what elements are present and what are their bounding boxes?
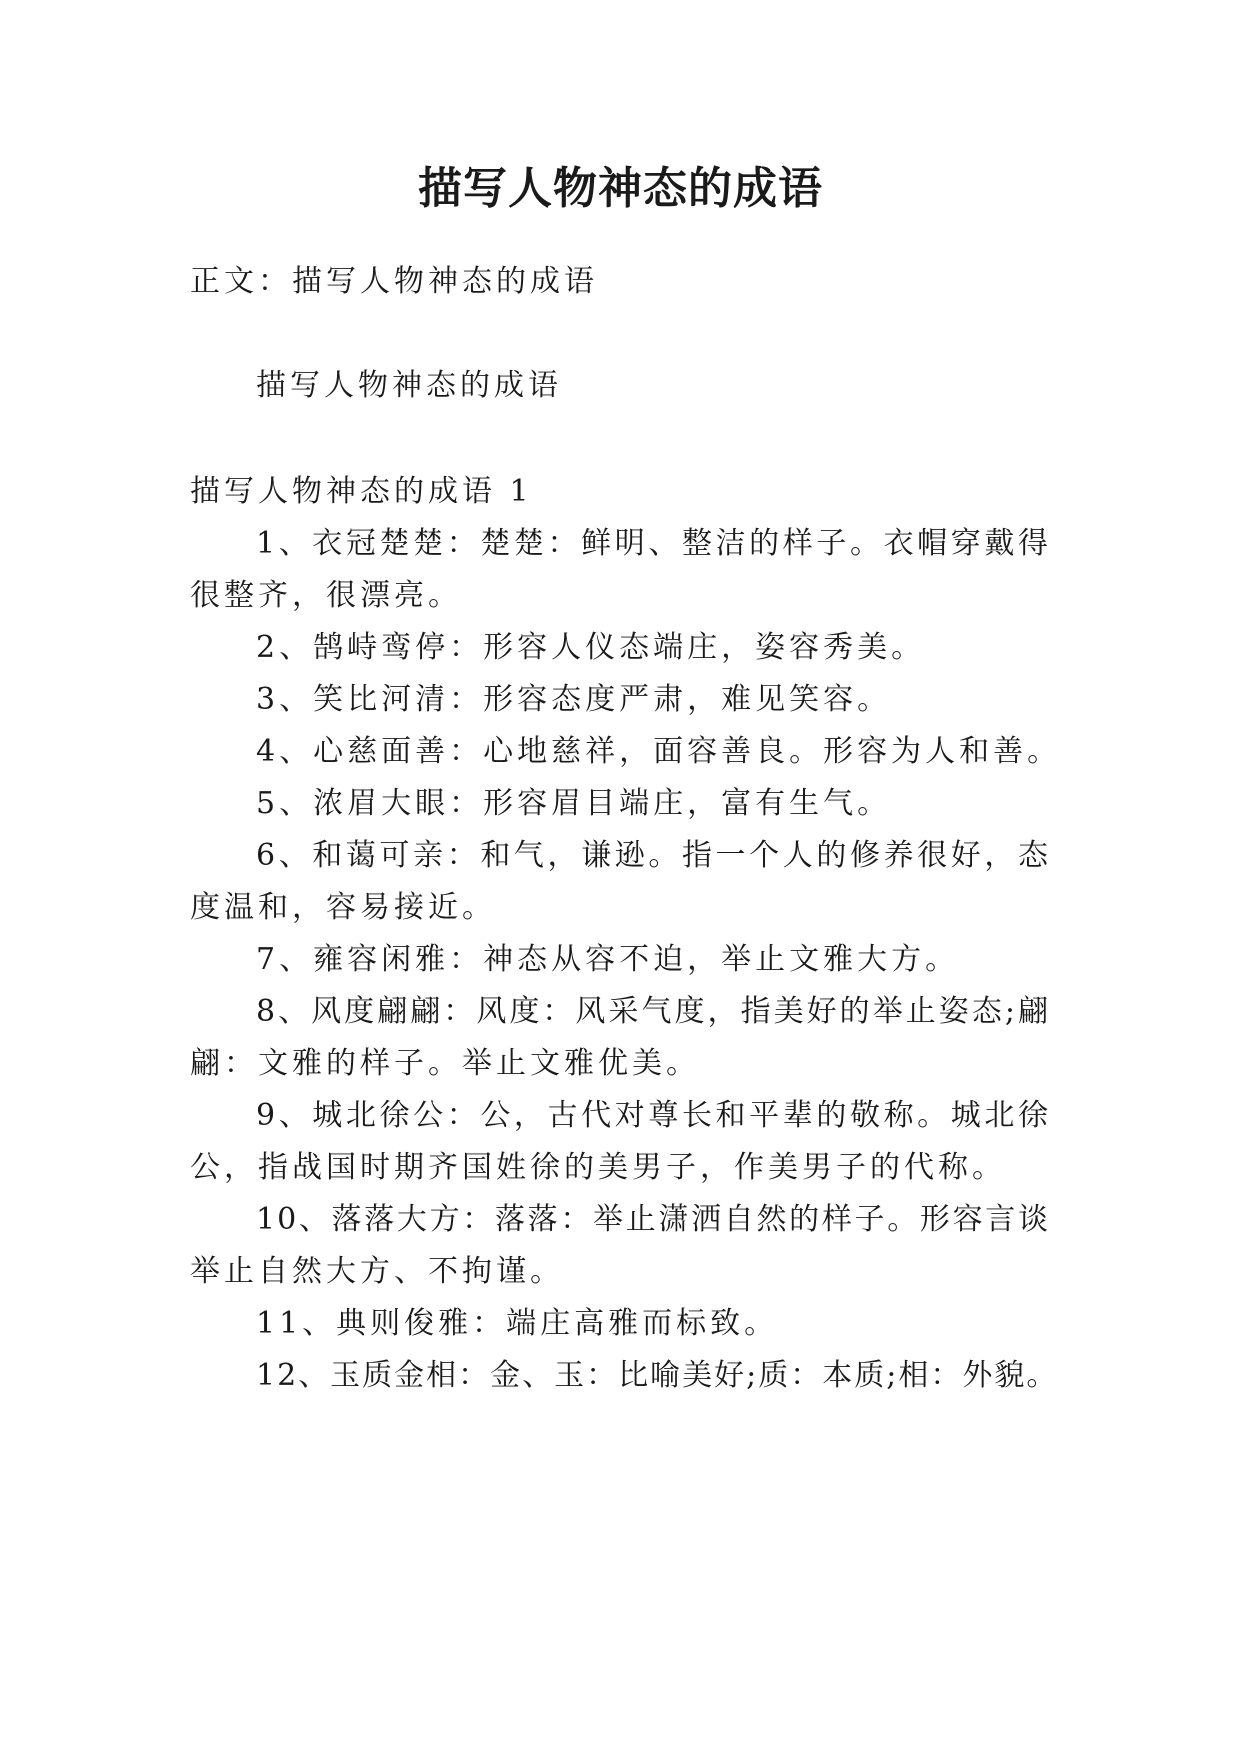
list-item-continuation: 公，指战国时期齐国姓徐的美男子，作美男子的代称。	[190, 1150, 1006, 1185]
list-item-continuation: 翩：文雅的样子。举止文雅优美。	[190, 1046, 700, 1081]
list-item: 1、衣冠楚楚：楚楚：鲜明、整洁的样子。衣帽穿戴得	[256, 526, 1050, 561]
list-item: 7、雍容闲雅：神态从容不迫，举止文雅大方。	[256, 942, 960, 977]
body-label: 正文：描写人物神态的成语	[190, 264, 598, 299]
list-item: 9、城北徐公：公，古代对尊长和平辈的敬称。城北徐	[256, 1098, 1050, 1133]
list-item: 4、心慈面善：心地慈祥，面容善良。形容为人和善。	[256, 734, 1062, 769]
document-title: 描写人物神态的成语	[418, 163, 823, 214]
list-item: 2、鹄峙鸾停：形容人仪态端庄，姿容秀美。	[256, 630, 926, 665]
subtitle: 描写人物神态的成语	[256, 368, 562, 403]
list-item: 11、典则俊雅：端庄高雅而标致。	[256, 1306, 779, 1341]
list-item: 10、落落大方：落落：举止潇洒自然的样子。形容言谈	[256, 1202, 1050, 1237]
list-item: 5、浓眉大眼：形容眉目端庄，富有生气。	[256, 786, 892, 821]
list-item-continuation: 很整齐，很漂亮。	[190, 578, 462, 613]
list-item: 3、笑比河清：形容态度严肃，难见笑容。	[256, 682, 892, 717]
list-item: 12、玉质金相：金、玉：比喻美好;质：本质;相：外貌。	[256, 1358, 1059, 1393]
list-item: 6、和蔼可亲：和气，谦逊。指一个人的修养很好，态	[256, 838, 1050, 873]
list-item: 8、风度翩翩：风度：风采气度，指美好的举止姿态;翩	[256, 994, 1050, 1029]
section-heading: 描写人物神态的成语 1	[190, 474, 533, 509]
list-item-continuation: 度温和，容易接近。	[190, 890, 496, 925]
list-item-continuation: 举止自然大方、不拘谨。	[190, 1254, 564, 1289]
